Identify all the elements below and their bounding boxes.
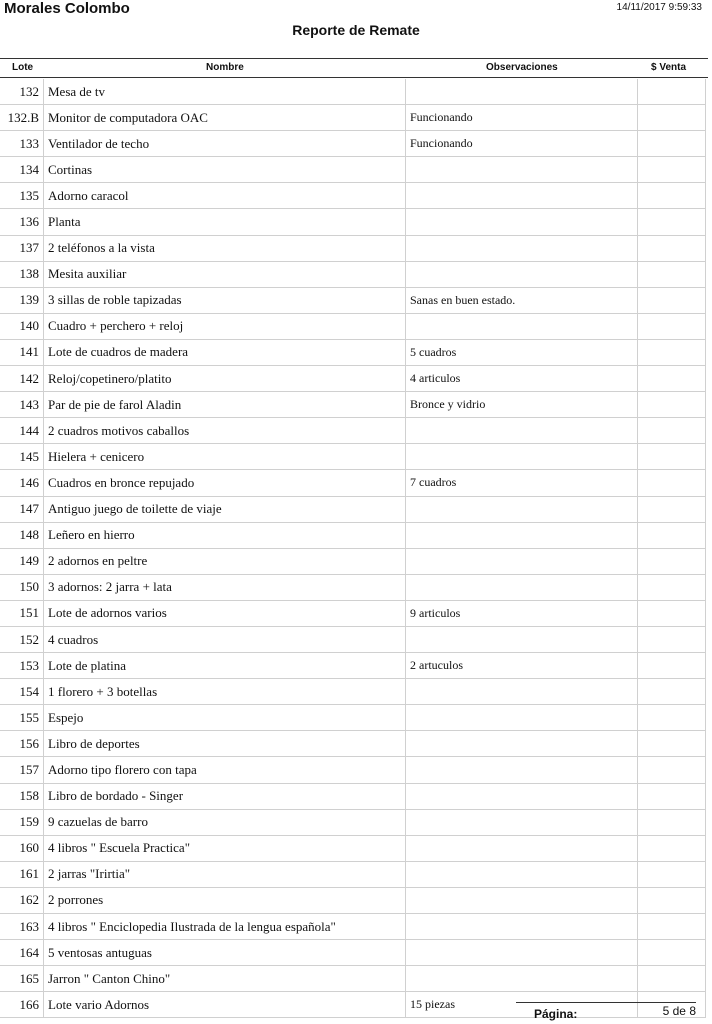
- table-row: [0, 966, 706, 992]
- cell-observaciones: [406, 418, 638, 443]
- cell-nombre: 3 adornos: 2 jarra + lata: [44, 575, 406, 600]
- cell-venta: [638, 262, 706, 287]
- table-row: [0, 784, 706, 810]
- cell-observaciones: [406, 627, 638, 652]
- cell-venta: [638, 340, 706, 365]
- cell-observaciones: [406, 262, 638, 287]
- cell-venta: [638, 497, 706, 522]
- table-row: [0, 810, 706, 836]
- cell-observaciones: 15 piezas: [406, 992, 638, 1017]
- cell-lote: 152: [0, 627, 44, 652]
- cell-venta: [638, 836, 706, 861]
- cell-venta: [638, 131, 706, 156]
- cell-lote: 162: [0, 888, 44, 913]
- cell-nombre: Lote de cuadros de madera: [44, 340, 406, 365]
- cell-observaciones: 4 articulos: [406, 366, 638, 391]
- cell-lote: 134: [0, 157, 44, 182]
- cell-nombre: Lote de adornos varios: [44, 601, 406, 626]
- cell-nombre: 2 cuadros motivos caballos: [44, 418, 406, 443]
- cell-venta: [638, 888, 706, 913]
- table-row: [0, 444, 706, 470]
- cell-observaciones: Funcionando: [406, 105, 638, 130]
- cell-venta: [638, 601, 706, 626]
- cell-observaciones: [406, 836, 638, 861]
- cell-lote: 147: [0, 497, 44, 522]
- cell-venta: [638, 940, 706, 965]
- table-row: [0, 314, 706, 340]
- cell-lote: 166: [0, 992, 44, 1017]
- cell-lote: 146: [0, 470, 44, 495]
- cell-lote: 142: [0, 366, 44, 391]
- cell-nombre: Monitor de computadora OAC: [44, 105, 406, 130]
- cell-observaciones: [406, 679, 638, 704]
- table-row: [0, 288, 706, 314]
- cell-observaciones: [406, 523, 638, 548]
- table-row: [0, 575, 706, 601]
- cell-nombre: Cuadros en bronce repujado: [44, 470, 406, 495]
- table-row: [0, 262, 706, 288]
- cell-observaciones: [406, 575, 638, 600]
- cell-venta: [638, 757, 706, 782]
- cell-observaciones: [406, 236, 638, 261]
- cell-nombre: Lote vario Adornos: [44, 992, 406, 1017]
- cell-nombre: Mesa de tv: [44, 79, 406, 104]
- cell-venta: [638, 523, 706, 548]
- cell-observaciones: Bronce y vidrio: [406, 392, 638, 417]
- table-row: [0, 418, 706, 444]
- cell-nombre: 1 florero + 3 botellas: [44, 679, 406, 704]
- table-row: [0, 131, 706, 157]
- table-row: [0, 627, 706, 653]
- cell-lote: 132: [0, 79, 44, 104]
- cell-observaciones: [406, 914, 638, 939]
- cell-observaciones: 7 cuadros: [406, 470, 638, 495]
- cell-observaciones: Funcionando: [406, 131, 638, 156]
- cell-venta: [638, 914, 706, 939]
- cell-venta: [638, 470, 706, 495]
- cell-observaciones: [406, 549, 638, 574]
- cell-venta: [638, 392, 706, 417]
- table-row: [0, 888, 706, 914]
- cell-venta: [638, 731, 706, 756]
- table-row: [0, 862, 706, 888]
- cell-lote: 148: [0, 523, 44, 548]
- cell-lote: 160: [0, 836, 44, 861]
- cell-observaciones: [406, 79, 638, 104]
- table-row: [0, 601, 706, 627]
- cell-lote: 163: [0, 914, 44, 939]
- cell-observaciones: [406, 209, 638, 234]
- cell-venta: [638, 209, 706, 234]
- cell-lote: 157: [0, 757, 44, 782]
- company-name: Morales Colombo: [4, 0, 130, 17]
- cell-lote: 138: [0, 262, 44, 287]
- cell-nombre: Antiguo juego de toilette de viaje: [44, 497, 406, 522]
- cell-nombre: Cuadro + perchero + reloj: [44, 314, 406, 339]
- cell-nombre: 2 teléfonos a la vista: [44, 236, 406, 261]
- cell-lote: 139: [0, 288, 44, 313]
- table-row: [0, 757, 706, 783]
- cell-lote: 140: [0, 314, 44, 339]
- cell-venta: [638, 418, 706, 443]
- cell-venta: [638, 784, 706, 809]
- cell-nombre: 4 libros " Enciclopedia Ilustrada de la lengua española": [44, 914, 406, 939]
- cell-lote: 135: [0, 183, 44, 208]
- cell-observaciones: [406, 497, 638, 522]
- cell-lote: 155: [0, 705, 44, 730]
- cell-lote: 156: [0, 731, 44, 756]
- cell-venta: [638, 627, 706, 652]
- cell-venta: [638, 236, 706, 261]
- cell-lote: 143: [0, 392, 44, 417]
- cell-lote: 161: [0, 862, 44, 887]
- footer-divider: [516, 1002, 696, 1003]
- column-header-nombre: Nombre: [206, 62, 244, 73]
- cell-lote: 145: [0, 444, 44, 469]
- cell-venta: [638, 157, 706, 182]
- cell-observaciones: [406, 940, 638, 965]
- cell-venta: [638, 549, 706, 574]
- cell-nombre: Mesita auxiliar: [44, 262, 406, 287]
- cell-lote: 153: [0, 653, 44, 678]
- cell-observaciones: 5 cuadros: [406, 340, 638, 365]
- cell-observaciones: [406, 810, 638, 835]
- cell-nombre: Adorno caracol: [44, 183, 406, 208]
- cell-observaciones: [406, 444, 638, 469]
- table-row: [0, 366, 706, 392]
- cell-venta: [638, 679, 706, 704]
- cell-lote: 149: [0, 549, 44, 574]
- column-header-venta: $ Venta: [651, 62, 687, 73]
- cell-nombre: 2 jarras "Irirtia": [44, 862, 406, 887]
- page-label: Página:: [534, 1007, 578, 1021]
- cell-observaciones: [406, 966, 638, 991]
- cell-observaciones: [406, 862, 638, 887]
- cell-nombre: 5 ventosas antuguas: [44, 940, 406, 965]
- cell-lote: 150: [0, 575, 44, 600]
- cell-observaciones: [406, 314, 638, 339]
- cell-nombre: Adorno tipo florero con tapa: [44, 757, 406, 782]
- cell-lote: 132.B: [0, 105, 44, 130]
- cell-venta: [638, 183, 706, 208]
- cell-venta: [638, 705, 706, 730]
- cell-lote: 144: [0, 418, 44, 443]
- cell-nombre: Par de pie de farol Aladin: [44, 392, 406, 417]
- table-row: [0, 470, 706, 496]
- cell-observaciones: [406, 183, 638, 208]
- cell-nombre: 2 porrones: [44, 888, 406, 913]
- cell-lote: 136: [0, 209, 44, 234]
- table-row: [0, 209, 706, 235]
- cell-venta: [638, 444, 706, 469]
- cell-lote: 158: [0, 784, 44, 809]
- cell-observaciones: 9 articulos: [406, 601, 638, 626]
- cell-lote: 141: [0, 340, 44, 365]
- cell-lote: 151: [0, 601, 44, 626]
- table-row: [0, 497, 706, 523]
- table-row: [0, 340, 706, 366]
- cell-venta: [638, 653, 706, 678]
- table-row: [0, 731, 706, 757]
- cell-lote: 137: [0, 236, 44, 261]
- cell-nombre: 3 sillas de roble tapizadas: [44, 288, 406, 313]
- page-number: 5 de 8: [662, 1004, 696, 1018]
- cell-lote: 133: [0, 131, 44, 156]
- table-row: [0, 992, 706, 1018]
- cell-observaciones: [406, 157, 638, 182]
- cell-venta: [638, 314, 706, 339]
- cell-venta: [638, 366, 706, 391]
- table-row: [0, 392, 706, 418]
- cell-lote: 165: [0, 966, 44, 991]
- report-title: Reporte de Remate: [292, 22, 420, 38]
- cell-lote: 159: [0, 810, 44, 835]
- table-row: [0, 79, 706, 105]
- cell-venta: [638, 862, 706, 887]
- cell-nombre: Lote de platina: [44, 653, 406, 678]
- table-row: [0, 679, 706, 705]
- cell-nombre: Reloj/copetinero/platito: [44, 366, 406, 391]
- cell-nombre: Planta: [44, 209, 406, 234]
- table-row: [0, 836, 706, 862]
- cell-nombre: Cortinas: [44, 157, 406, 182]
- cell-lote: 164: [0, 940, 44, 965]
- table-row: [0, 105, 706, 131]
- table-row: [0, 914, 706, 940]
- cell-observaciones: [406, 888, 638, 913]
- table-row: [0, 653, 706, 679]
- cell-lote: 154: [0, 679, 44, 704]
- cell-nombre: Ventilador de techo: [44, 131, 406, 156]
- cell-venta: [638, 288, 706, 313]
- cell-nombre: Leñero en hierro: [44, 523, 406, 548]
- cell-nombre: 4 libros " Escuela Practica": [44, 836, 406, 861]
- table-row: [0, 523, 706, 549]
- cell-observaciones: Sanas en buen estado.: [406, 288, 638, 313]
- report-datetime: 14/11/2017 9:59:33: [616, 2, 702, 13]
- cell-venta: [638, 79, 706, 104]
- cell-nombre: 4 cuadros: [44, 627, 406, 652]
- cell-observaciones: [406, 731, 638, 756]
- cell-nombre: 2 adornos en peltre: [44, 549, 406, 574]
- cell-nombre: Jarron " Canton Chino": [44, 966, 406, 991]
- cell-observaciones: [406, 757, 638, 782]
- cell-nombre: Libro de deportes: [44, 731, 406, 756]
- table-body: [0, 79, 706, 1018]
- cell-nombre: Libro de bordado - Singer: [44, 784, 406, 809]
- cell-venta: [638, 575, 706, 600]
- table-row: [0, 157, 706, 183]
- cell-observaciones: 2 artuculos: [406, 653, 638, 678]
- cell-nombre: 9 cazuelas de barro: [44, 810, 406, 835]
- cell-venta: [638, 105, 706, 130]
- cell-observaciones: [406, 784, 638, 809]
- table-row: [0, 940, 706, 966]
- cell-observaciones: [406, 705, 638, 730]
- table-row: [0, 549, 706, 575]
- column-header-observaciones: Observaciones: [486, 62, 558, 73]
- column-header-lote: Lote: [12, 62, 34, 73]
- table-header: [0, 58, 708, 78]
- cell-venta: [638, 966, 706, 991]
- table-row: [0, 705, 706, 731]
- cell-nombre: Espejo: [44, 705, 406, 730]
- table-row: [0, 183, 706, 209]
- cell-venta: [638, 810, 706, 835]
- table-row: [0, 236, 706, 262]
- cell-nombre: Hielera + cenicero: [44, 444, 406, 469]
